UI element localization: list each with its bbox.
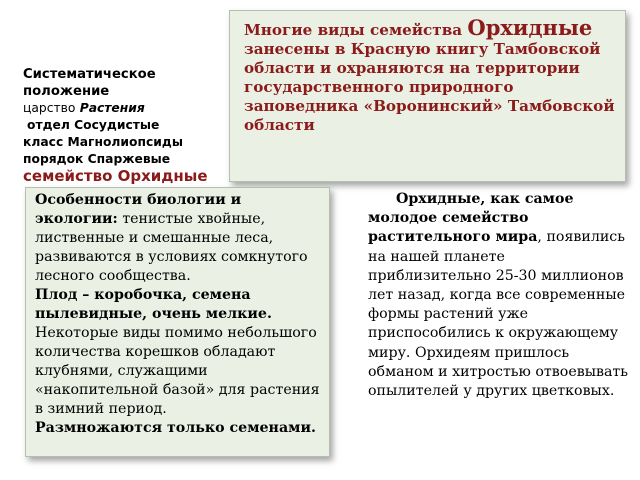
division-line: отдел Сосудистые	[27, 118, 160, 132]
red-book-family-name: Орхидные	[467, 15, 593, 40]
biology-habitat: тенистые хвойные, лиственные и смешанные леса, развиваются в условиях сомкнутого лесного сообщества.	[35, 211, 308, 284]
biology-box	[25, 187, 330, 457]
origin-text-block	[368, 190, 628, 401]
red-book-text-part1: Многие виды семейства	[244, 21, 463, 39]
class-line: класс Магнолиопсиды	[23, 135, 183, 149]
order-line: порядок Спаржевые	[23, 152, 171, 166]
biology-reproduction: Размножаются только семенами.	[35, 420, 316, 436]
origin-text: , появились на нашей планете приблизительно 25-30 миллионов лет назад, когда все современные формы растений уже приспособились к окружающему миру. Орхидеям пришлось обманом и хитростью отвоевывать опылителей у других цветковых.	[368, 229, 629, 400]
systematics-block	[23, 66, 223, 185]
family-line: семейство Орхидные	[23, 167, 208, 185]
biology-fruit: Плод – коробочка, семена пылевидные, очень мелкие.	[35, 287, 272, 322]
origin-bold: Орхидные, как самое молодое семейство растительного мира	[368, 191, 574, 246]
kingdom-line	[23, 100, 223, 117]
systematics-heading: Систематическое положение	[23, 67, 156, 99]
kingdom-value: Растения	[79, 101, 145, 115]
kingdom-label: царство	[23, 101, 76, 115]
red-book-text-part2: занесены в Красную книгу Тамбовской области и охраняются на территории государственного природного заповедника «Воронинский» Тамбовской области	[244, 40, 615, 134]
red-book-callout	[229, 10, 626, 182]
biology-heading: Особенности биологии и экологии:	[35, 192, 242, 227]
biology-tubers: Некоторые виды помимо небольшого количества корешков обладают клубнями, служащими «накопительной базой» для растения в зимний период.	[35, 325, 320, 417]
